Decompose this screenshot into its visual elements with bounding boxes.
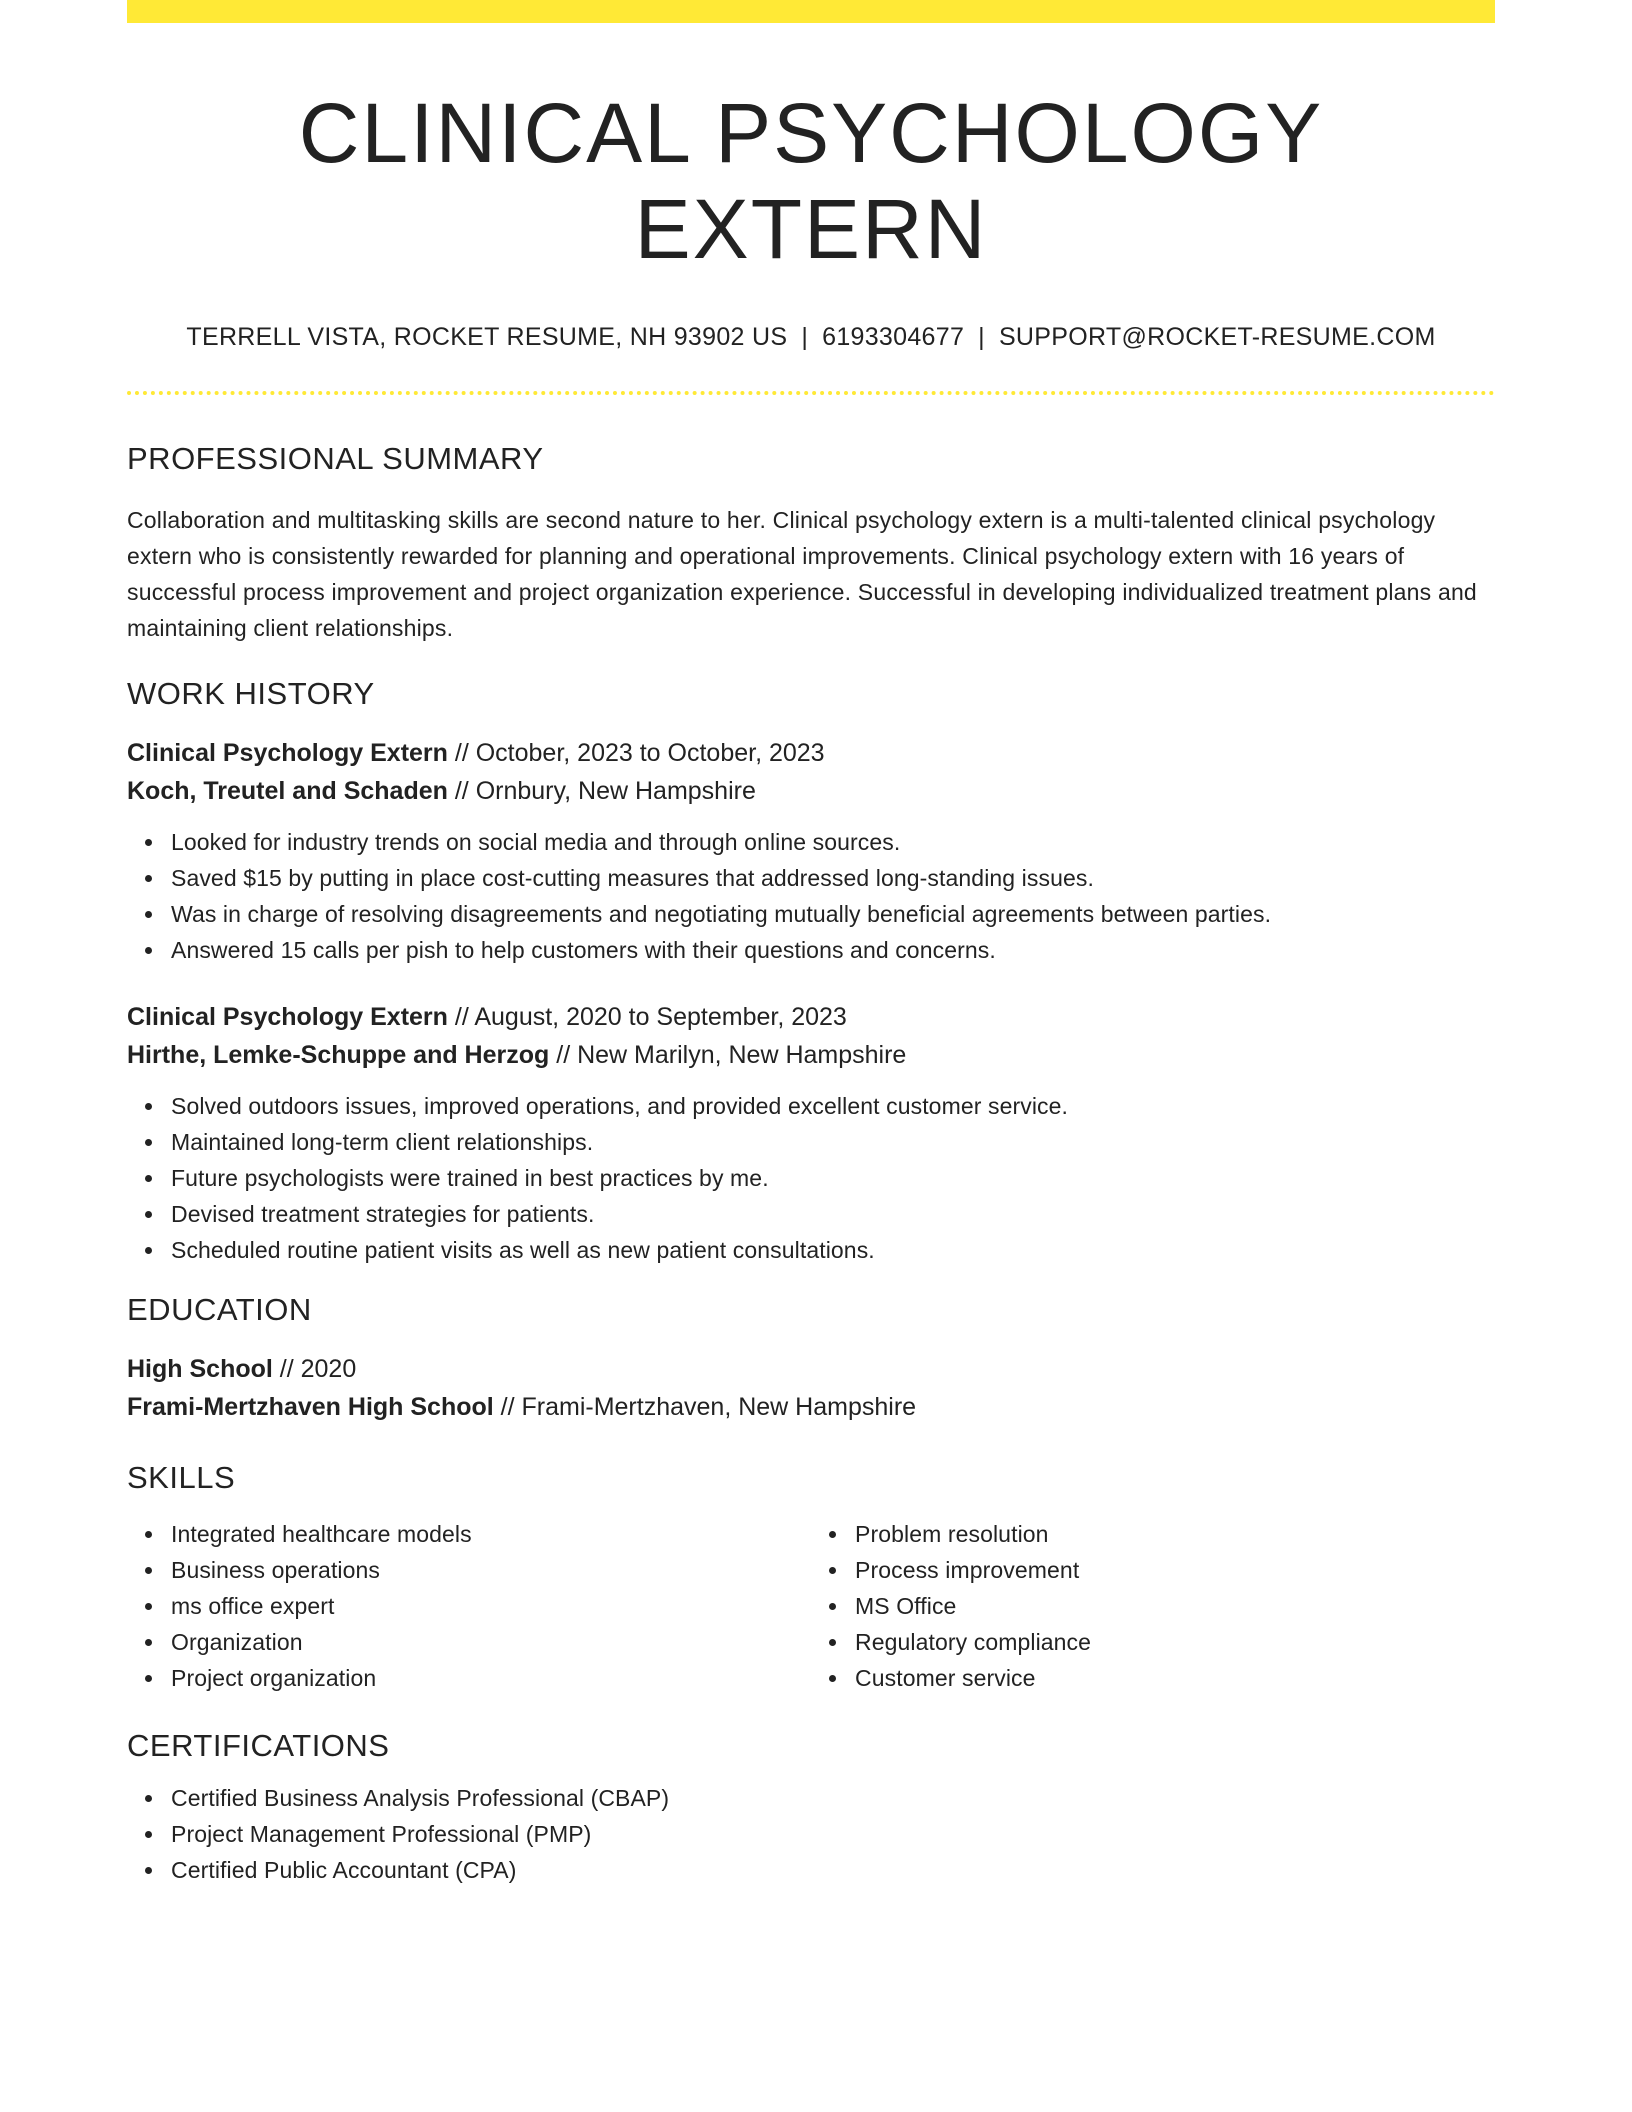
job-dates: // August, 2020 to September, 2023 xyxy=(447,1003,847,1031)
job-bullet: Maintained long-term client relationships. xyxy=(171,1124,1495,1160)
certifications-heading: CERTIFICATIONS xyxy=(127,1728,390,1763)
skills-heading: SKILLS xyxy=(127,1460,236,1495)
job-entry xyxy=(127,734,1495,968)
skill-item: ms office expert xyxy=(171,1588,811,1624)
skill-item: Project organization xyxy=(171,1660,811,1696)
skill-item: Customer service xyxy=(855,1660,1495,1696)
summary-heading: PROFESSIONAL SUMMARY xyxy=(127,441,544,476)
summary-text: Collaboration and multitasking skills are second nature to her. Clinical psychology extern is a multi-talented clinical psychology extern who is consistently rewarded for planning and operational improvements. Clinical psychology extern with 16 years of successful process improvement and project organization experience. Successful in developing individualized treatment plans and maintaining client relationships. xyxy=(127,507,1477,641)
certification-item: Project Management Professional (PMP) xyxy=(171,1816,1495,1852)
job-bullets xyxy=(127,824,1495,968)
resume-content xyxy=(127,0,1495,1888)
education-heading: EDUCATION xyxy=(127,1292,312,1327)
contact-email: SUPPORT@ROCKET-RESUME.COM xyxy=(998,323,1436,351)
job-entry xyxy=(127,998,1495,1268)
education-degree: High School xyxy=(127,1355,273,1383)
skill-item: Problem resolution xyxy=(855,1516,1495,1552)
job-bullet: Looked for industry trends on social media and through online sources. xyxy=(171,824,1495,860)
skill-item: Regulatory compliance xyxy=(855,1624,1495,1660)
job-company: Koch, Treutel and Schaden xyxy=(127,777,448,805)
job-bullet: Answered 15 calls per pish to help customers with their questions and concerns. xyxy=(171,932,1495,968)
job-bullet: Scheduled routine patient visits as well as new patient consultations. xyxy=(171,1232,1495,1268)
skills-list-left xyxy=(127,1516,811,1696)
contact-address: TERRELL VISTA, ROCKET RESUME, NH 93902 US xyxy=(186,323,788,351)
job-bullet: Was in charge of resolving disagreements and negotiating mutually beneficial agreements between parties. xyxy=(171,896,1495,932)
certification-item: Certified Business Analysis Professional (CBAP) xyxy=(171,1780,1495,1816)
skill-item: Organization xyxy=(171,1624,811,1660)
job-location: // New Marilyn, New Hampshire xyxy=(549,1041,907,1069)
work-history-heading: WORK HISTORY xyxy=(127,676,375,711)
contact-phone: 6193304677 xyxy=(822,323,965,351)
job-bullet: Solved outdoors issues, improved operations, and provided excellent customer service. xyxy=(171,1088,1495,1124)
job-dates: // October, 2023 to October, 2023 xyxy=(447,739,825,767)
contact-line xyxy=(127,321,1495,353)
job-title-line xyxy=(127,734,1495,772)
contact-separator: | xyxy=(801,323,809,351)
job-bullet: Saved $15 by putting in place cost-cutting measures that addressed long-standing issues. xyxy=(171,860,1495,896)
education-entry xyxy=(127,1350,1495,1426)
skill-item: Integrated healthcare models xyxy=(171,1516,811,1552)
job-company-line xyxy=(127,772,1495,810)
skill-item: MS Office xyxy=(855,1588,1495,1624)
resume-title: CLINICAL PSYCHOLOGY EXTERN xyxy=(298,86,1324,276)
job-location: // Ornbury, New Hampshire xyxy=(447,777,756,805)
top-accent-bar xyxy=(127,0,1495,23)
skill-item: Process improvement xyxy=(855,1552,1495,1588)
job-company: Hirthe, Lemke-Schuppe and Herzog xyxy=(127,1041,550,1069)
certification-item: Certified Public Accountant (CPA) xyxy=(171,1852,1495,1888)
certifications-list xyxy=(127,1780,1495,1888)
job-company-line xyxy=(127,1036,1495,1074)
job-bullets xyxy=(127,1088,1495,1268)
education-school-line xyxy=(127,1388,1495,1426)
job-bullet: Future psychologists were trained in best practices by me. xyxy=(171,1160,1495,1196)
contact-separator: | xyxy=(978,323,985,351)
education-degree-line xyxy=(127,1350,1495,1388)
dotted-divider xyxy=(127,391,1495,395)
skills-grid xyxy=(127,1516,1495,1696)
job-title: Clinical Psychology Extern xyxy=(127,739,448,767)
job-bullet: Devised treatment strategies for patients. xyxy=(171,1196,1495,1232)
education-school: Frami-Mertzhaven High School xyxy=(127,1393,494,1421)
education-location: // Frami-Mertzhaven, New Hampshire xyxy=(493,1393,917,1421)
skills-list-right xyxy=(811,1516,1495,1696)
job-title: Clinical Psychology Extern xyxy=(127,1003,448,1031)
job-title-line xyxy=(127,998,1495,1036)
education-year: // 2020 xyxy=(272,1355,357,1383)
skill-item: Business operations xyxy=(171,1552,811,1588)
